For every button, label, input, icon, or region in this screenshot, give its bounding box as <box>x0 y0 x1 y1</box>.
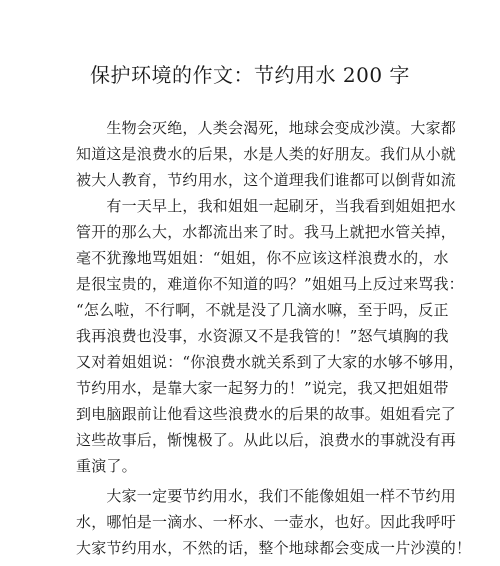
text-line: 这些故事后，惭愧极了。从此以后，浪费水的事就没有再 <box>76 431 457 449</box>
text-line: 大家节约用水，不然的话，整个地球都会变成一片沙漠的！ <box>76 539 472 557</box>
text-line: 有一天早上，我和姐姐一起刷牙，当我看到姐姐把水 <box>76 197 457 215</box>
text-line: 又对着姐姐说：“你浪费水就关系到了大家的水够不够用， <box>76 353 464 371</box>
text-line: 节约用水，是靠大家一起努力的！”说完，我又把姐姐带 <box>76 379 449 397</box>
text-line: 重演了。 <box>76 457 137 475</box>
text-line: 生物会灭绝，人类会渴死，地球会变成沙漠。大家都 <box>76 119 457 137</box>
text-line: 我再浪费也没事，水资源又不是我管的！”怒气填胸的我 <box>76 327 449 345</box>
text-line: 水，哪怕是一滴水、一杯水、一壶水，也好。因此我呼吁 <box>76 513 457 531</box>
text-line: 毫不犹豫地骂姐姐：“姐姐，你不应该这样浪费水的，水 <box>76 249 449 267</box>
document-title: 保护环境的作文：节约用水 200 字 <box>90 63 410 87</box>
text-line: 被大人教育，节约用水，这个道理我们谁都可以倒背如流 <box>76 171 457 189</box>
text-line: 知道这是浪费水的后果，水是人类的好朋友。我们从小就 <box>76 145 457 163</box>
text-line: “怎么啦，不行啊，不就是没了几滴水嘛，至于吗，反正 <box>76 301 449 319</box>
text-line: 管开的那么大，水都流出来了时。我马上就把水管关掉， <box>76 223 457 241</box>
text-line: 大家一定要节约用水，我们不能像姐姐一样不节约用 <box>76 487 457 505</box>
text-line: 到电脑跟前让他看这些浪费水的后果的故事。姐姐看完了 <box>76 405 457 423</box>
text-line: 是很宝贵的，难道你不知道的吗？”姐姐马上反过来骂我： <box>76 275 464 293</box>
